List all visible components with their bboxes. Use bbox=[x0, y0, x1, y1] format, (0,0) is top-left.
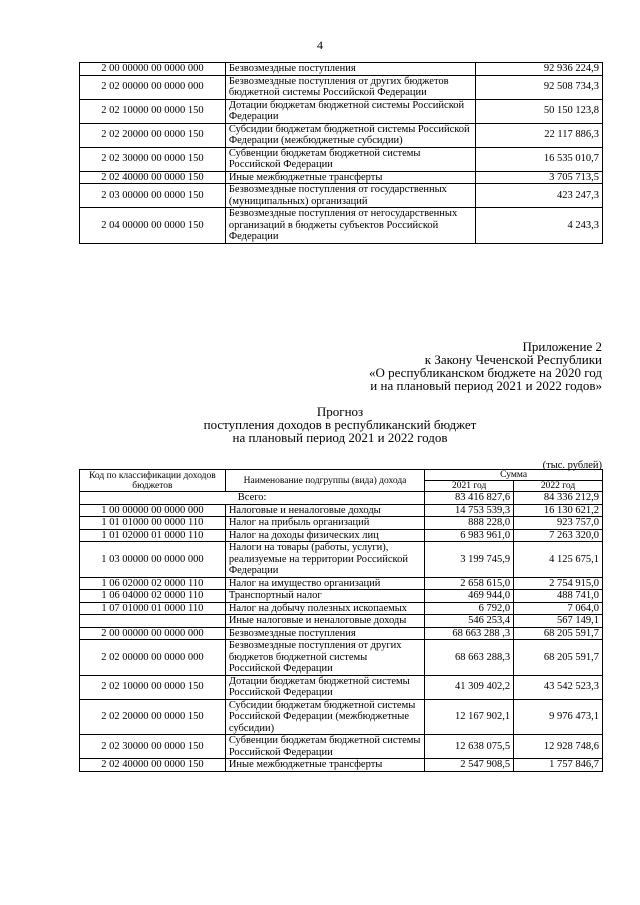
row-name: Дотации бюджетам бюджетной системы Российской Федерации bbox=[225, 99, 475, 123]
row-code: 1 07 01000 01 0000 110 bbox=[80, 602, 226, 615]
row-value: 50 150 123,8 bbox=[476, 99, 603, 123]
row-name: Субвенции бюджетам бюджетной системы Российской Федерации bbox=[225, 147, 475, 171]
row-code: 2 02 10000 00 0000 150 bbox=[80, 99, 226, 123]
row-value-2021: 41 309 402,2 bbox=[425, 675, 514, 699]
appendix-line: и на плановый период 2021 и 2022 годов» bbox=[370, 378, 602, 393]
row-value-2021: 3 199 745,9 bbox=[425, 542, 514, 578]
row-value-2021: 546 253,4 bbox=[425, 615, 514, 628]
row-value-2021: 6 983 961,0 bbox=[425, 529, 514, 542]
row-value-2021: 6 792,0 bbox=[425, 602, 514, 615]
row-code: 2 02 00000 00 0000 000 bbox=[80, 640, 226, 676]
row-value-2021: 2 658 615,0 bbox=[425, 577, 514, 590]
row-value-2021: 469 944,0 bbox=[425, 590, 514, 603]
row-name: Налог на добычу полезных ископаемых bbox=[225, 602, 424, 615]
row-name: Иные налоговые и неналоговые доходы bbox=[225, 615, 424, 628]
row-value-2022: 4 125 675,1 bbox=[514, 542, 603, 578]
heading-line: Прогноз bbox=[316, 404, 364, 419]
table-row bbox=[80, 517, 603, 530]
row-value-2022: 68 205 591,7 bbox=[514, 627, 603, 640]
units-label: (тыс. рублей) bbox=[542, 460, 602, 471]
row-name: Субвенции бюджетам бюджетной системы Российской Федерации bbox=[225, 735, 424, 759]
row-value: 3 705 713,5 bbox=[476, 171, 603, 184]
row-code: 2 02 30000 00 0000 150 bbox=[80, 147, 226, 171]
row-value-2022: 567 149,1 bbox=[514, 615, 603, 628]
row-name: Субсидии бюджетам бюджетной системы Российской Федерации (межбюджетные субсидии) bbox=[225, 699, 424, 735]
table-row bbox=[80, 615, 603, 628]
row-code: 1 06 04000 02 0000 110 bbox=[80, 590, 226, 603]
row-value: 16 535 010,7 bbox=[476, 147, 603, 171]
row-name: Дотации бюджетам бюджетной системы Российской Федерации bbox=[225, 675, 424, 699]
row-code: 2 02 30000 00 0000 150 bbox=[80, 735, 226, 759]
row-value-2022: 1 757 846,7 bbox=[514, 759, 603, 772]
appendix-line: Приложение 2 bbox=[522, 339, 602, 354]
table-header-row bbox=[80, 470, 603, 481]
row-name: Иные межбюджетные трансферты bbox=[225, 171, 475, 184]
appendix-line: «О республиканском бюджете на 2020 год bbox=[368, 365, 602, 380]
row-value: 22 117 886,3 bbox=[476, 123, 603, 147]
total-row bbox=[80, 492, 603, 505]
table-row bbox=[80, 147, 603, 171]
row-code: 2 02 20000 00 0000 150 bbox=[80, 699, 226, 735]
row-code: 2 04 00000 00 0000 150 bbox=[80, 208, 226, 244]
page-number: 4 bbox=[317, 38, 323, 52]
row-value: 423 247,3 bbox=[476, 184, 603, 208]
row-code: 1 01 01000 00 0000 110 bbox=[80, 517, 226, 530]
table-row bbox=[80, 602, 603, 615]
row-value-2021: 12 167 902,1 bbox=[425, 699, 514, 735]
row-code: 2 00 00000 00 0000 000 bbox=[80, 63, 226, 76]
row-name: Безвозмездные поступления bbox=[225, 627, 424, 640]
row-value-2022: 68 205 591,7 bbox=[514, 640, 603, 676]
row-name: Безвозмездные поступления от других бюджетов бюджетной системы Российской Федерации bbox=[225, 75, 475, 99]
header-code: Код по классификации доходов бюджетов bbox=[80, 470, 226, 492]
table-row bbox=[80, 542, 603, 578]
row-value-2022: 2 754 915,0 bbox=[514, 577, 603, 590]
row-code: 2 02 20000 00 0000 150 bbox=[80, 123, 226, 147]
row-value-2021: 2 547 908,5 bbox=[425, 759, 514, 772]
row-name: Транспортный налог bbox=[225, 590, 424, 603]
table-row bbox=[80, 208, 603, 244]
row-value-2022: 7 263 320,0 bbox=[514, 529, 603, 542]
row-value-2022: 9 976 473,1 bbox=[514, 699, 603, 735]
row-value-2021: 14 753 539,3 bbox=[425, 504, 514, 517]
document-heading bbox=[0, 405, 640, 444]
row-value-2022: 12 928 748,6 bbox=[514, 735, 603, 759]
table-row bbox=[80, 627, 603, 640]
row-code: 1 01 02000 01 0000 110 bbox=[80, 529, 226, 542]
row-name: Налог на имущество организаций bbox=[225, 577, 424, 590]
row-code: 2 02 40000 00 0000 150 bbox=[80, 759, 226, 772]
row-name: Безвозмездные поступления от государственных (муниципальных) организаций bbox=[225, 184, 475, 208]
table-row bbox=[80, 529, 603, 542]
row-code: 2 00 00000 00 0000 000 bbox=[80, 627, 226, 640]
table-row bbox=[80, 63, 603, 76]
appendix-line: к Закону Чеченской Республики bbox=[424, 352, 602, 367]
header-year-2021: 2021 год bbox=[425, 481, 514, 492]
row-value: 92 936 224,9 bbox=[476, 63, 603, 76]
row-code: 1 06 02000 02 0000 110 bbox=[80, 577, 226, 590]
table-row bbox=[80, 75, 603, 99]
row-value-2022: 16 130 621,2 bbox=[514, 504, 603, 517]
table-row bbox=[80, 184, 603, 208]
row-code: 2 02 40000 00 0000 150 bbox=[80, 171, 226, 184]
row-value-2022: 488 741,0 bbox=[514, 590, 603, 603]
row-name: Иные межбюджетные трансферты bbox=[225, 759, 424, 772]
row-value-2022: 43 542 523,3 bbox=[514, 675, 603, 699]
heading-line: поступления доходов в республиканский бюджет bbox=[203, 417, 477, 432]
table-row bbox=[80, 171, 603, 184]
row-code: 2 03 00000 00 0000 150 bbox=[80, 184, 226, 208]
row-name: Налоги на товары (работы, услуги), реализуемые на территории Российской Федерации bbox=[225, 542, 424, 578]
row-code: 2 02 10000 00 0000 150 bbox=[80, 675, 226, 699]
total-label: Всего: bbox=[80, 492, 425, 505]
row-name: Безвозмездные поступления от негосударственных организаций в бюджеты субъектов Российской Федерации bbox=[225, 208, 475, 244]
table-row bbox=[80, 123, 603, 147]
row-value-2021: 888 228,0 bbox=[425, 517, 514, 530]
row-name: Субсидии бюджетам бюджетной системы Российской Федерации (межбюджетные субсидии) bbox=[225, 123, 475, 147]
row-value-2021: 68 663 288,3 bbox=[425, 640, 514, 676]
table-row bbox=[80, 590, 603, 603]
row-name: Безвозмездные поступления от других бюджетов бюджетной системы Российской Федерации bbox=[225, 640, 424, 676]
appendix-caption bbox=[369, 340, 602, 392]
header-name: Наименование подгруппы (вида) дохода bbox=[225, 470, 424, 492]
row-name: Налог на прибыль организаций bbox=[225, 517, 424, 530]
table-row bbox=[80, 699, 603, 735]
row-name: Налог на доходы физических лиц bbox=[225, 529, 424, 542]
row-code: 1 00 00000 00 0000 000 bbox=[80, 504, 226, 517]
table-row bbox=[80, 735, 603, 759]
row-value-2021: 68 663 288 ,3 bbox=[425, 627, 514, 640]
row-value-2022: 7 064,0 bbox=[514, 602, 603, 615]
total-2022: 84 336 212,9 bbox=[514, 492, 603, 505]
row-code bbox=[80, 615, 226, 628]
row-value-2022: 923 757,0 bbox=[514, 517, 603, 530]
table-row bbox=[80, 504, 603, 517]
table-row bbox=[80, 99, 603, 123]
row-name: Налоговые и неналоговые доходы bbox=[225, 504, 424, 517]
revenue-forecast-table bbox=[79, 469, 603, 772]
row-code: 1 03 00000 00 0000 000 bbox=[80, 542, 226, 578]
row-name: Безвозмездные поступления bbox=[225, 63, 475, 76]
row-value-2021: 12 638 075,5 bbox=[425, 735, 514, 759]
row-value: 4 243,3 bbox=[476, 208, 603, 244]
table-row bbox=[80, 675, 603, 699]
table-row bbox=[80, 577, 603, 590]
header-sum: Сумма bbox=[425, 470, 603, 481]
header-year-2022: 2022 год bbox=[514, 481, 603, 492]
table-row bbox=[80, 640, 603, 676]
table-row bbox=[80, 759, 603, 772]
heading-line: на плановый период 2021 и 2022 годов bbox=[232, 430, 448, 445]
row-code: 2 02 00000 00 0000 000 bbox=[80, 75, 226, 99]
row-value: 92 508 734,3 bbox=[476, 75, 603, 99]
revenue-table-continuation bbox=[79, 62, 603, 244]
total-2021: 83 416 827,6 bbox=[425, 492, 514, 505]
